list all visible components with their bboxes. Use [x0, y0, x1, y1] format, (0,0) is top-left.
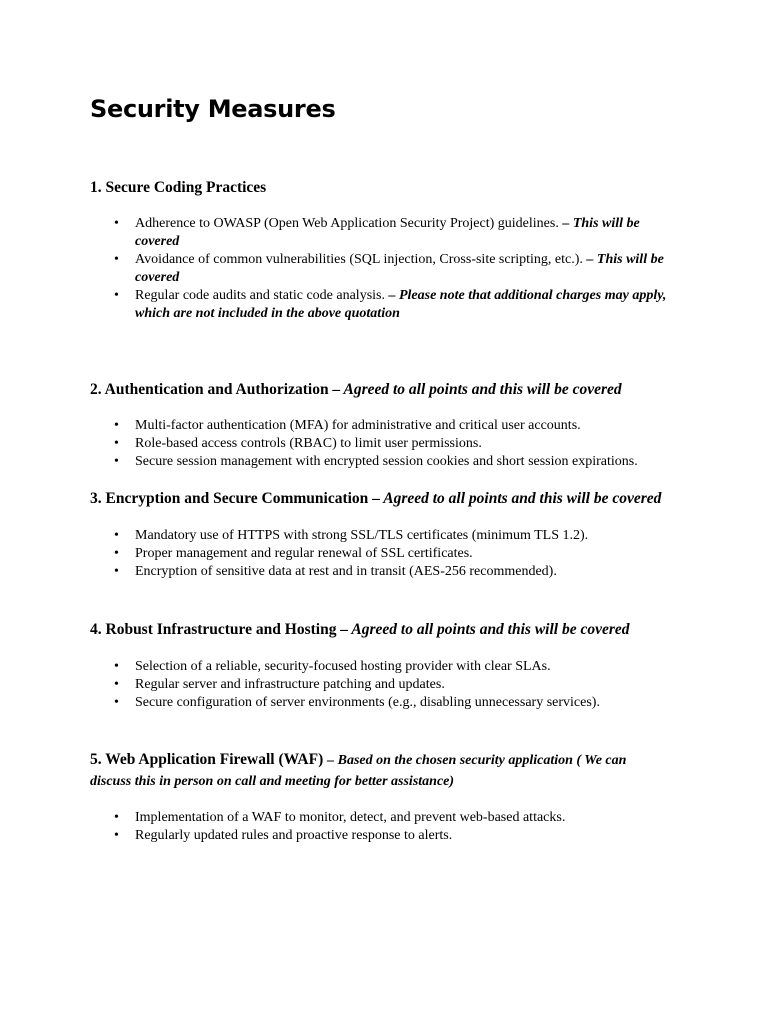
section-encryption	[90, 489, 670, 581]
list-item-text: Secure session management with encrypted session cookies and short session expirations.	[135, 454, 638, 469]
list-item	[90, 694, 715, 712]
list-item	[90, 809, 675, 827]
bullet-icon: •	[114, 695, 119, 710]
section-heading-text: 5. Web Application Firewall (WAF)	[90, 751, 328, 768]
list-item-text: Selection of a reliable, security-focused hosting provider with clear SLAs.	[135, 659, 551, 674]
section-heading	[90, 750, 670, 792]
bullet-icon: •	[114, 418, 119, 433]
list-item-text: Adherence to OWASP (Open Web Application Security Project) guidelines.	[135, 216, 563, 231]
list-item-note: – Please note that additional charges may apply, which are not included in the above quotation	[135, 288, 667, 321]
section-heading-text: 4. Robust Infrastructure and Hosting	[90, 621, 341, 638]
list-item-note: – This will be covered	[135, 216, 640, 249]
section-heading	[90, 380, 690, 400]
list-item	[90, 251, 675, 287]
list-item-text: Mandatory use of HTTPS with strong SSL/TLS certificates (minimum TLS 1.2).	[135, 528, 589, 543]
bullet-icon: •	[114, 659, 119, 674]
list-item	[90, 827, 675, 845]
section-authentication	[90, 380, 690, 471]
bullet-icon: •	[114, 216, 119, 231]
bullet-icon: •	[114, 288, 119, 303]
list-item	[90, 676, 675, 694]
section-heading	[90, 620, 640, 640]
list-item	[90, 287, 675, 323]
list-item	[90, 563, 675, 581]
list-item-text: Implementation of a WAF to monitor, detect, and prevent web-based attacks.	[135, 810, 566, 825]
list-item	[90, 453, 735, 471]
section-heading-note: – Agreed to all points and this will be covered	[340, 621, 630, 638]
list-item-text: Regular server and infrastructure patching and updates.	[135, 677, 445, 692]
bullet-icon: •	[114, 546, 119, 561]
list-item-text: Regularly updated rules and proactive response to alerts.	[135, 828, 453, 843]
list-item-note: – This will be covered	[135, 252, 664, 285]
bullet-list	[90, 215, 690, 323]
list-item-text: Secure configuration of server environments (e.g., disabling unnecessary services).	[135, 695, 600, 710]
list-item	[90, 658, 675, 676]
list-item-text: Multi-factor authentication (MFA) for administrative and critical user accounts.	[135, 418, 581, 433]
section-heading-note: – Agreed to all points and this will be covered	[372, 490, 662, 507]
section-heading	[90, 489, 670, 509]
section-infrastructure	[90, 620, 640, 712]
section-heading-text: 2. Authentication and Authorization	[90, 381, 333, 398]
list-item-text: Proper management and regular renewal of SSL certificates.	[135, 546, 473, 561]
bullet-icon: •	[114, 810, 119, 825]
section-heading	[90, 178, 690, 198]
bullet-icon: •	[114, 454, 119, 469]
section-heading-text: 1. Secure Coding Practices	[90, 179, 267, 196]
list-item	[90, 417, 675, 435]
bullet-icon: •	[114, 828, 119, 843]
bullet-list	[90, 809, 670, 845]
section-heading-note: – Based on the chosen security application ( We can discuss this in person on call and meeting for better assistance)	[90, 753, 627, 789]
list-item	[90, 435, 675, 453]
list-item	[90, 527, 675, 545]
list-item	[90, 545, 675, 563]
list-item-text: Encryption of sensitive data at rest and in transit (AES-256 recommended).	[135, 564, 557, 579]
list-item-text: Role-based access controls (RBAC) to limit user permissions.	[135, 436, 482, 451]
list-item-text: Regular code audits and static code analysis.	[135, 288, 389, 303]
document-title: Security Measures	[90, 95, 336, 123]
section-secure-coding	[90, 178, 690, 323]
bullet-icon: •	[114, 677, 119, 692]
list-item	[90, 215, 675, 251]
bullet-icon: •	[114, 564, 119, 579]
bullet-icon: •	[114, 252, 119, 267]
bullet-list	[90, 527, 670, 581]
bullet-icon: •	[114, 528, 119, 543]
list-item-text: Avoidance of common vulnerabilities (SQL injection, Cross-site scripting, etc.).	[135, 252, 587, 267]
section-heading-note: – Agreed to all points and this will be covered	[332, 381, 622, 398]
bullet-list	[90, 417, 690, 471]
section-waf	[90, 750, 670, 845]
section-heading-text: 3. Encryption and Secure Communication	[90, 490, 373, 507]
bullet-list	[90, 658, 640, 712]
bullet-icon: •	[114, 436, 119, 451]
